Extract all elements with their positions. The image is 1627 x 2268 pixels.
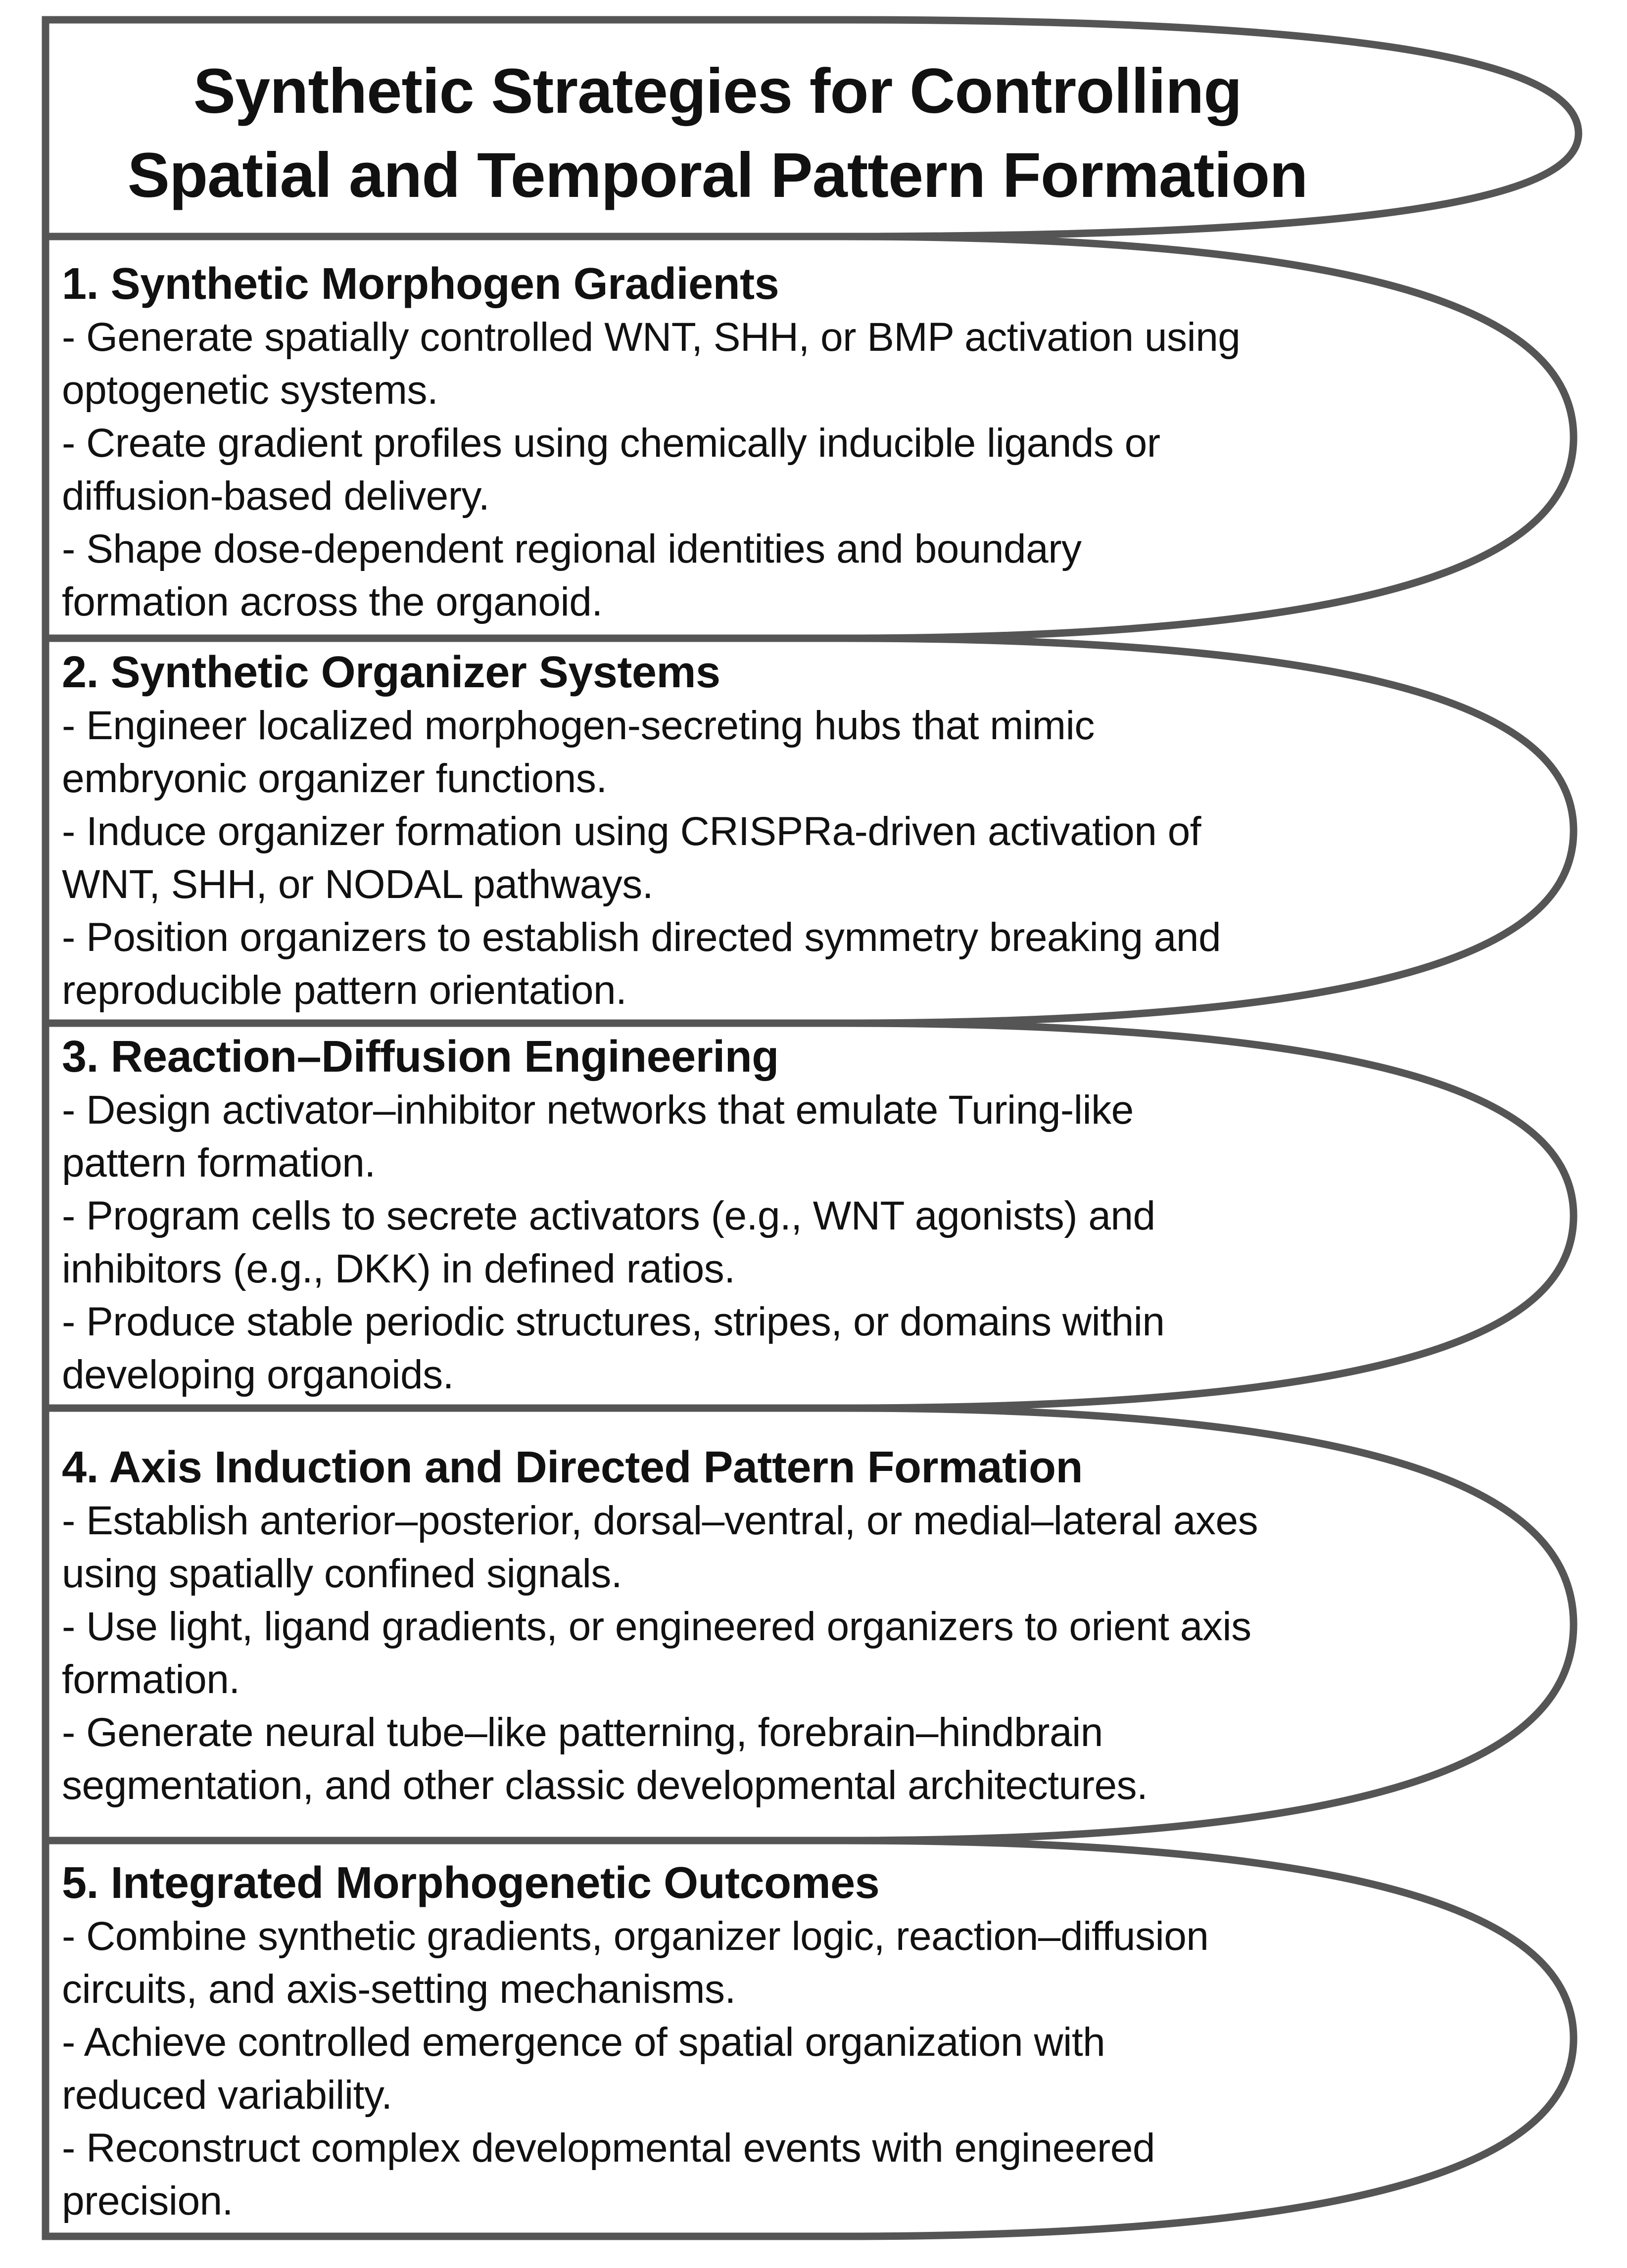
bullet-item: [62, 911, 1447, 1017]
bullet-line: inhibitors (e.g., DKK) in defined ratios.: [62, 1246, 735, 1291]
section-synthetic-morphogen-gradients: [62, 257, 1447, 628]
section-heading: 1. Synthetic Morphogen Gradients: [62, 259, 779, 309]
bullet-line: - Generate neural tube–like patterning, forebrain–hindbrain: [62, 1710, 1103, 1755]
bullet-item: [62, 522, 1447, 628]
bullet-item: [62, 2122, 1447, 2227]
bullet-line: - Produce stable periodic structures, stripes, or domains within: [62, 1299, 1165, 1344]
title-line-2: Spatial and Temporal Pattern Formation: [127, 140, 1308, 211]
bullet-line: WNT, SHH, or NODAL pathways.: [62, 862, 654, 907]
bullet-line: - Create gradient profiles using chemically inducible ligands or: [62, 421, 1160, 466]
bullet-line: - Induce organizer formation using CRISPRa-driven activation of: [62, 809, 1201, 854]
bullet-line: - Reconstruct complex developmental events with engineered: [62, 2126, 1155, 2171]
bullet-item: [62, 1189, 1447, 1295]
bullet-line: circuits, and axis-setting mechanisms.: [62, 1967, 736, 2012]
bullet-line: formation across the organoid.: [62, 579, 603, 624]
bullet-line: - Generate spatially controlled WNT, SHH, or BMP activation using: [62, 315, 1241, 360]
bullet-line: reduced variability.: [62, 2073, 392, 2118]
section-synthetic-organizer-systems: [62, 646, 1447, 1017]
section-heading: 2. Synthetic Organizer Systems: [62, 648, 720, 697]
bullet-line: developing organoids.: [62, 1352, 454, 1397]
bullet-line: formation.: [62, 1657, 240, 1702]
bullet-item: [62, 311, 1447, 417]
bullet-line: pattern formation.: [62, 1140, 376, 1185]
section-reaction-diffusion-engineering: [62, 1030, 1447, 1401]
bullet-line: - Program cells to secrete activators (e.g., WNT agonists) and: [62, 1193, 1155, 1238]
bullet-line: - Achieve controlled emergence of spatial organization with: [62, 2020, 1105, 2065]
bullet-line: optogenetic systems.: [62, 368, 438, 413]
bullet-item: [62, 699, 1447, 805]
bullet-line: precision.: [62, 2178, 233, 2223]
bullet-line: diffusion-based delivery.: [62, 473, 490, 519]
bullet-line: - Combine synthetic gradients, organizer logic, reaction–diffusion: [62, 1914, 1209, 1959]
bullet-line: using spatially confined signals.: [62, 1551, 622, 1596]
bullet-item: [62, 1910, 1447, 2016]
bullet-item: [62, 805, 1447, 911]
bullet-line: - Engineer localized morphogen-secreting hubs that mimic: [62, 703, 1095, 748]
bullet-item: [62, 1295, 1447, 1401]
bullet-line: - Position organizers to establish directed symmetry breaking and: [62, 915, 1221, 960]
bullet-line: - Design activator–inhibitor networks that emulate Turing-like: [62, 1087, 1134, 1133]
bullet-item: [62, 2016, 1447, 2122]
bullet-item: [62, 1494, 1447, 1600]
bullet-line: - Establish anterior–posterior, dorsal–ventral, or medial–lateral axes: [62, 1498, 1258, 1543]
section-heading: 4. Axis Induction and Directed Pattern Formation: [62, 1443, 1083, 1492]
section-heading: 5. Integrated Morphogenetic Outcomes: [62, 1858, 880, 1908]
section-heading: 3. Reaction–Diffusion Engineering: [62, 1032, 779, 1082]
bullet-line: - Shape dose-dependent regional identities and boundary: [62, 526, 1082, 571]
bullet-line: segmentation, and other classic developmental architectures.: [62, 1763, 1148, 1808]
bullet-line: embryonic organizer functions.: [62, 756, 607, 801]
section-axis-induction: [62, 1441, 1447, 1812]
bullet-line: - Use light, ligand gradients, or engineered organizers to orient axis: [62, 1604, 1251, 1649]
title-line-1: Synthetic Strategies for Controlling: [193, 56, 1242, 127]
bullet-item: [62, 417, 1447, 522]
bullet-item: [62, 1706, 1447, 1812]
section-integrated-morphogenetic-outcomes: [62, 1856, 1447, 2227]
bullet-item: [62, 1084, 1447, 1189]
bullet-line: reproducible pattern orientation.: [62, 968, 627, 1013]
title-block: [49, 49, 1386, 218]
bullet-item: [62, 1600, 1447, 1706]
